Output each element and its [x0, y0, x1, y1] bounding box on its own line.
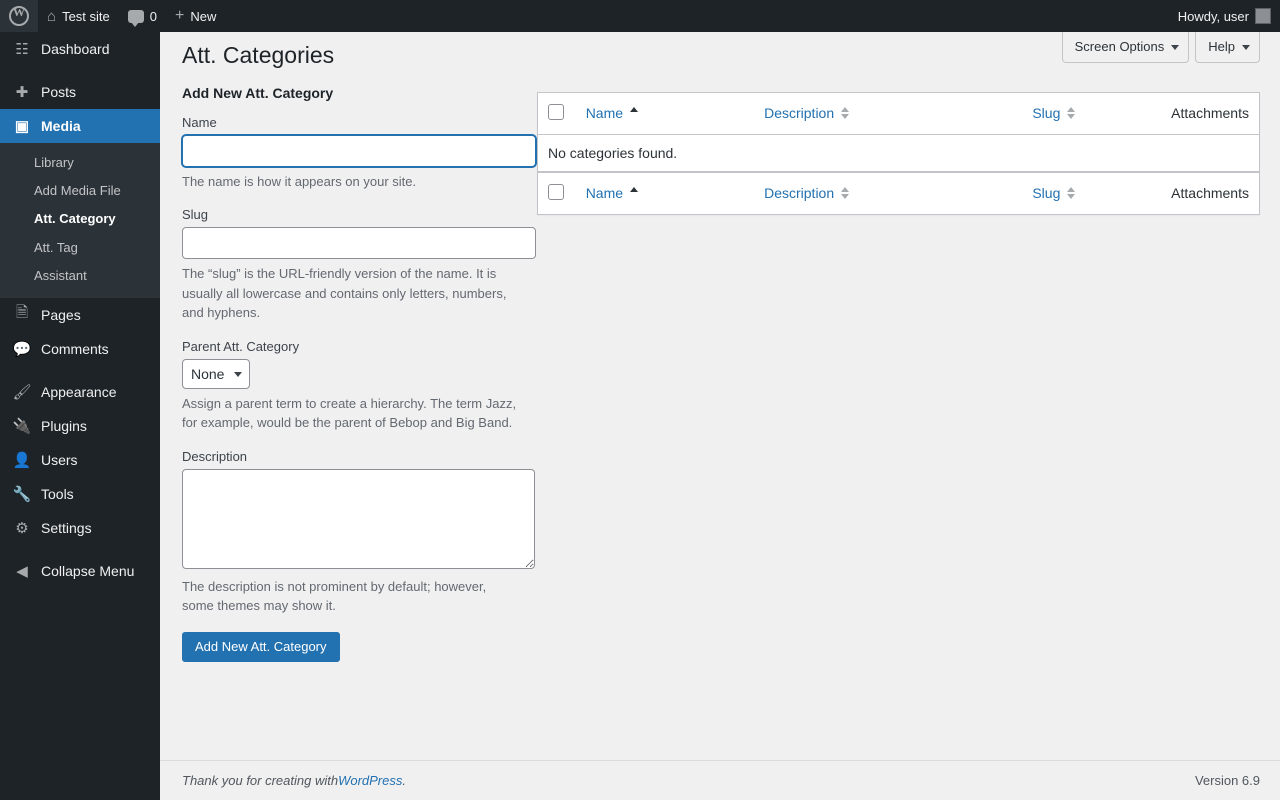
main-content	[160, 32, 1280, 800]
menu-separator	[0, 366, 160, 375]
sort-ascending-icon	[629, 187, 637, 192]
screen-options-label: Screen Options	[1074, 39, 1165, 54]
sort-by-name-link[interactable]	[586, 105, 637, 121]
table-body	[538, 135, 1259, 172]
sidebar-item-label: Plugins	[41, 417, 87, 434]
submenu-item-att-tag[interactable]: Att. Tag	[34, 239, 78, 255]
description-description: The description is not prominent by default; however, some themes may show it.	[182, 578, 487, 614]
select-all-header	[538, 93, 576, 135]
screen-options-button[interactable]	[1062, 32, 1190, 63]
tools-icon: 🔧	[12, 485, 32, 503]
sidebar-item-label: Media	[41, 118, 81, 134]
sidebar-item-label: Comments	[41, 340, 109, 357]
admin-sidebar	[0, 32, 160, 800]
menu-separator	[0, 66, 160, 75]
sidebar-item-label: Appearance	[41, 383, 117, 400]
footer-thanks-suffix: .	[402, 773, 406, 788]
field-slug	[182, 207, 517, 323]
comments-bubble[interactable]	[119, 0, 166, 32]
no-items-message: No categories found.	[538, 135, 1259, 172]
column-header-name	[576, 93, 754, 135]
footer-thanks-prefix: Thank you for creating with	[182, 773, 339, 788]
comments-count: 0	[149, 8, 157, 24]
plus-icon: +	[174, 7, 185, 24]
column-footer-slug	[1022, 172, 1161, 214]
column-label-name: Name	[585, 105, 624, 122]
column-footer-attachments: Attachments	[1161, 172, 1259, 214]
column-label-slug: Slug	[1032, 185, 1061, 202]
column-header-slug	[1022, 93, 1161, 135]
field-parent	[182, 339, 517, 433]
home-icon: ⌂	[47, 7, 57, 25]
sort-by-description-link-footer[interactable]	[764, 185, 848, 201]
sidebar-item-dashboard[interactable]	[0, 32, 160, 66]
sort-by-slug-link[interactable]	[1032, 105, 1074, 121]
column-label-description: Description	[764, 105, 835, 122]
field-name	[182, 115, 517, 192]
sort-by-description-link[interactable]	[764, 105, 848, 121]
pages-icon: 🗎	[15, 304, 29, 322]
sidebar-item-tools[interactable]	[0, 477, 160, 511]
column-footer-description	[754, 172, 1022, 214]
site-name-menu[interactable]	[38, 0, 119, 32]
field-description	[182, 449, 517, 616]
help-button[interactable]	[1195, 32, 1260, 63]
column-label-name: Name	[585, 185, 624, 202]
sidebar-item-label: Users	[41, 451, 78, 468]
form-heading: Add New Att. Category	[182, 84, 334, 101]
brush-icon: 🖌	[12, 383, 32, 401]
sort-by-slug-link-footer[interactable]	[1032, 185, 1074, 201]
column-label-description: Description	[764, 185, 835, 202]
submenu-item-assistant[interactable]: Assistant	[34, 267, 87, 283]
help-label: Help	[1208, 39, 1235, 54]
table-foot	[538, 172, 1259, 214]
sort-icon	[1066, 187, 1074, 199]
description-label: Description	[182, 448, 248, 464]
users-icon: 👤	[12, 451, 32, 469]
table-head	[538, 93, 1259, 135]
sidebar-item-plugins[interactable]	[0, 409, 160, 443]
new-label: New	[190, 8, 217, 24]
parent-select-wrapper	[182, 359, 250, 389]
column-label-slug: Slug	[1032, 105, 1061, 122]
site-name-label: Test site	[62, 8, 110, 24]
sort-icon	[1066, 107, 1074, 119]
slug-description: The “slug” is the URL-friendly version of the name. It is usually all lowercase and contains only letters, numbers, and hyphens.	[182, 266, 507, 321]
media-submenu	[0, 143, 160, 298]
select-all-footer-header	[538, 172, 576, 214]
sidebar-item-pages[interactable]	[0, 298, 160, 332]
parent-select[interactable]	[182, 359, 250, 389]
name-input[interactable]	[182, 135, 536, 167]
sidebar-item-settings[interactable]	[0, 511, 160, 545]
column-header-attachments: Attachments	[1161, 93, 1259, 135]
column-header-description	[754, 93, 1022, 135]
account-menu[interactable]	[1169, 0, 1280, 32]
wordpress-link[interactable]: WordPress	[338, 773, 403, 788]
slug-label: Slug	[182, 207, 209, 223]
description-textarea[interactable]	[182, 469, 535, 569]
parent-label: Parent Att. Category	[182, 338, 300, 354]
add-term-form	[182, 75, 537, 662]
sidebar-item-label: Tools	[41, 485, 74, 502]
sort-icon	[840, 107, 848, 119]
sidebar-item-label: Collapse Menu	[41, 562, 135, 579]
wordpress-logo-icon	[9, 6, 29, 26]
new-content-menu[interactable]	[166, 0, 225, 32]
settings-icon: ⚙	[15, 519, 29, 537]
slug-input[interactable]	[182, 227, 536, 259]
chevron-down-icon	[1171, 45, 1179, 50]
table-row-empty	[538, 135, 1259, 172]
parent-description: Assign a parent term to create a hierarchy. The term Jazz, for example, would be the parent of Bebop and Big Band.	[182, 395, 517, 431]
table-footer-row	[538, 172, 1259, 214]
submenu-item-add-media-file[interactable]: Add Media File	[34, 183, 121, 199]
sidebar-item-label: Settings	[41, 519, 92, 536]
sort-icon	[840, 187, 848, 199]
sort-ascending-icon	[629, 107, 637, 112]
wordpress-logo-menu[interactable]	[0, 0, 38, 32]
dashboard-icon: ☷	[15, 41, 29, 58]
sidebar-item-users[interactable]	[0, 443, 160, 477]
media-icon: ▣	[14, 118, 30, 135]
sort-by-name-link-footer[interactable]	[586, 185, 637, 201]
sidebar-item-comments[interactable]	[0, 332, 160, 366]
menu-separator	[0, 545, 160, 554]
name-label: Name	[182, 114, 217, 130]
plugins-icon: 🔌	[12, 417, 32, 435]
page-title: Att. Categories	[182, 42, 335, 68]
sidebar-item-posts[interactable]	[0, 75, 160, 109]
howdy-label: Howdy, user	[1177, 8, 1249, 24]
sidebar-item-collapse[interactable]	[0, 554, 160, 588]
wordpress-version: Version 6.9	[1194, 773, 1260, 788]
sidebar-item-label: Dashboard	[41, 41, 110, 57]
table-header-row	[538, 93, 1259, 135]
submenu-item-library[interactable]: Library	[34, 155, 74, 170]
pin-icon: ✚	[15, 84, 29, 101]
select-all-checkbox-footer[interactable]	[548, 184, 564, 200]
admin-bar	[0, 0, 1280, 32]
submenu-item-att-category[interactable]: Att. Category	[34, 211, 116, 227]
admin-footer	[160, 760, 1280, 800]
sidebar-item-label: Pages	[41, 306, 81, 323]
add-new-att-category-button[interactable]: Add New Att. Category	[182, 632, 340, 662]
sidebar-item-label: Posts	[41, 84, 77, 100]
sidebar-item-media[interactable]	[0, 109, 160, 143]
sidebar-item-appearance[interactable]	[0, 375, 160, 409]
avatar	[1255, 8, 1271, 24]
comments-icon: 💬	[12, 340, 32, 358]
column-footer-name	[576, 172, 754, 214]
terms-list-container	[537, 75, 1260, 662]
screen-meta-links	[1062, 32, 1260, 63]
collapse-icon: ◀	[16, 562, 28, 580]
terms-table	[537, 92, 1260, 215]
chevron-down-icon	[1242, 45, 1250, 50]
comment-icon	[128, 10, 144, 23]
name-description: The name is how it appears on your site.	[182, 173, 417, 189]
select-all-checkbox[interactable]	[548, 104, 564, 120]
